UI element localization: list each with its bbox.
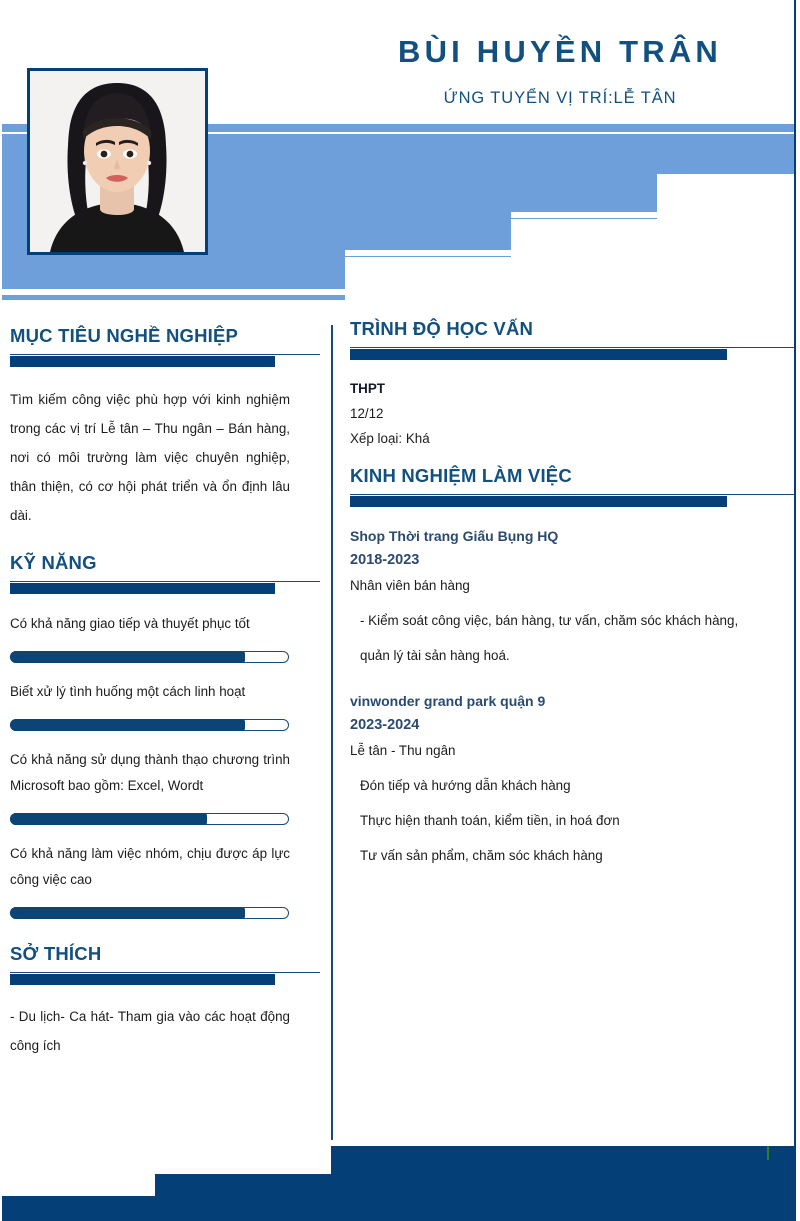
header-step-line-1 — [657, 174, 795, 180]
hobbies-text: - Du lịch- Ca hát- Tham gia vào các hoạt động công ích — [10, 1009, 290, 1053]
section-title-experience: KINH NGHIỆM LÀM VIỆC — [350, 465, 572, 486]
page-border-left — [0, 0, 2, 1221]
experience-role: Nhân viên bán hàng — [350, 578, 470, 593]
skill-label: Có khả năng sử dụng thành thạo chương trình Microsoft bao gồm: Excel, Wordt — [10, 752, 290, 793]
applied-position: ỨNG TUYỂN VỊ TRÍ:LỄ TÂN — [443, 89, 677, 107]
skill-item — [0, 663, 325, 731]
section-hobbies — [0, 943, 325, 1060]
header-step-line-2 — [511, 212, 657, 218]
header-step-line-4 — [0, 289, 345, 295]
footer-block-tier1 — [331, 1146, 795, 1176]
footer-block-tier3 — [0, 1196, 795, 1221]
skill-progress-fill — [10, 907, 245, 919]
column-divider — [331, 325, 333, 1140]
experience-years: 2023-2024 — [350, 717, 420, 733]
section-rule-skills — [0, 581, 325, 595]
skill-item — [0, 825, 325, 919]
experience-bullet: Thực hiện thanh toán, kiểm tiền, in hoá đơn — [360, 813, 620, 828]
education-grade-level: 12/12 — [350, 406, 384, 421]
section-title-skills: KỸ NĂNG — [10, 552, 97, 573]
experience-entry — [340, 508, 795, 673]
page-border-right — [794, 0, 796, 1221]
section-rule-education — [340, 347, 795, 361]
section-rule-objective — [0, 354, 325, 368]
skill-label: Biết xử lý tình huống một cách linh hoạt — [10, 684, 246, 699]
experience-company: Shop Thời trang Giấu Bụng HQ — [350, 528, 559, 544]
profile-photo-icon — [30, 71, 205, 252]
avatar — [27, 68, 208, 255]
education-classification: Xếp loại: Khá — [350, 431, 430, 446]
experience-bullet: Tư vấn sản phẩm, chăm sóc khách hàng — [360, 848, 603, 863]
right-column — [340, 318, 795, 873]
left-column — [0, 325, 325, 1060]
objective-text: Tìm kiếm công việc phù hợp với kinh nghiệm trong các vị trí Lễ tân – Thu ngân – Bán hàng, nơi có môi trường làm việc chuyên nghiệp, thân thiện, có cơ hội phát triển và ổn định lâu dài. — [10, 392, 290, 523]
experience-bullet-list — [350, 603, 795, 673]
section-skills — [0, 552, 325, 919]
experience-years: 2018-2023 — [350, 552, 420, 568]
page-title: BÙI HUYỀN TRÂN — [397, 34, 723, 69]
skill-label: Có khả năng làm việc nhóm, chịu được áp lực công việc cao — [10, 846, 290, 887]
section-title-education: TRÌNH ĐỘ HỌC VẤN — [350, 318, 534, 339]
education-school: THPT — [350, 381, 385, 396]
experience-role: Lễ tân - Thu ngân — [350, 743, 456, 758]
skill-progress-fill — [10, 813, 207, 825]
experience-bullet-list — [350, 768, 795, 873]
experience-bullet: quản lý tài sản hàng hoá. — [360, 648, 510, 663]
experience-company: vinwonder grand park quận 9 — [350, 693, 546, 709]
skill-progress-bar — [10, 907, 289, 919]
section-experience — [340, 465, 795, 873]
header-step-line-3 — [345, 250, 511, 256]
experience-bullet: Đón tiếp và hướng dẫn khách hàng — [360, 778, 571, 793]
footer-block-tier2 — [155, 1174, 795, 1197]
experience-bullet: - Kiểm soát công việc, bán hàng, tư vấn, chăm sóc khách hàng, — [360, 613, 739, 628]
section-rule-experience — [340, 494, 795, 508]
skill-label: Có khả năng giao tiếp và thuyết phục tốt — [10, 616, 250, 631]
green-marker-icon — [767, 1146, 769, 1160]
skill-progress-bar — [10, 651, 289, 663]
section-career-objective — [0, 325, 325, 530]
skill-progress-bar — [10, 813, 289, 825]
skill-progress-bar — [10, 719, 289, 731]
skill-item — [0, 731, 325, 825]
section-education — [340, 318, 795, 451]
section-title-hobbies: SỞ THÍCH — [10, 943, 102, 964]
skill-progress-fill — [10, 719, 245, 731]
section-title-objective: MỤC TIÊU NGHỀ NGHIỆP — [10, 325, 239, 346]
section-rule-hobbies — [0, 972, 325, 986]
skill-progress-fill — [10, 651, 245, 663]
education-entry — [340, 361, 795, 451]
experience-entry — [340, 673, 795, 873]
skill-item — [0, 595, 325, 663]
